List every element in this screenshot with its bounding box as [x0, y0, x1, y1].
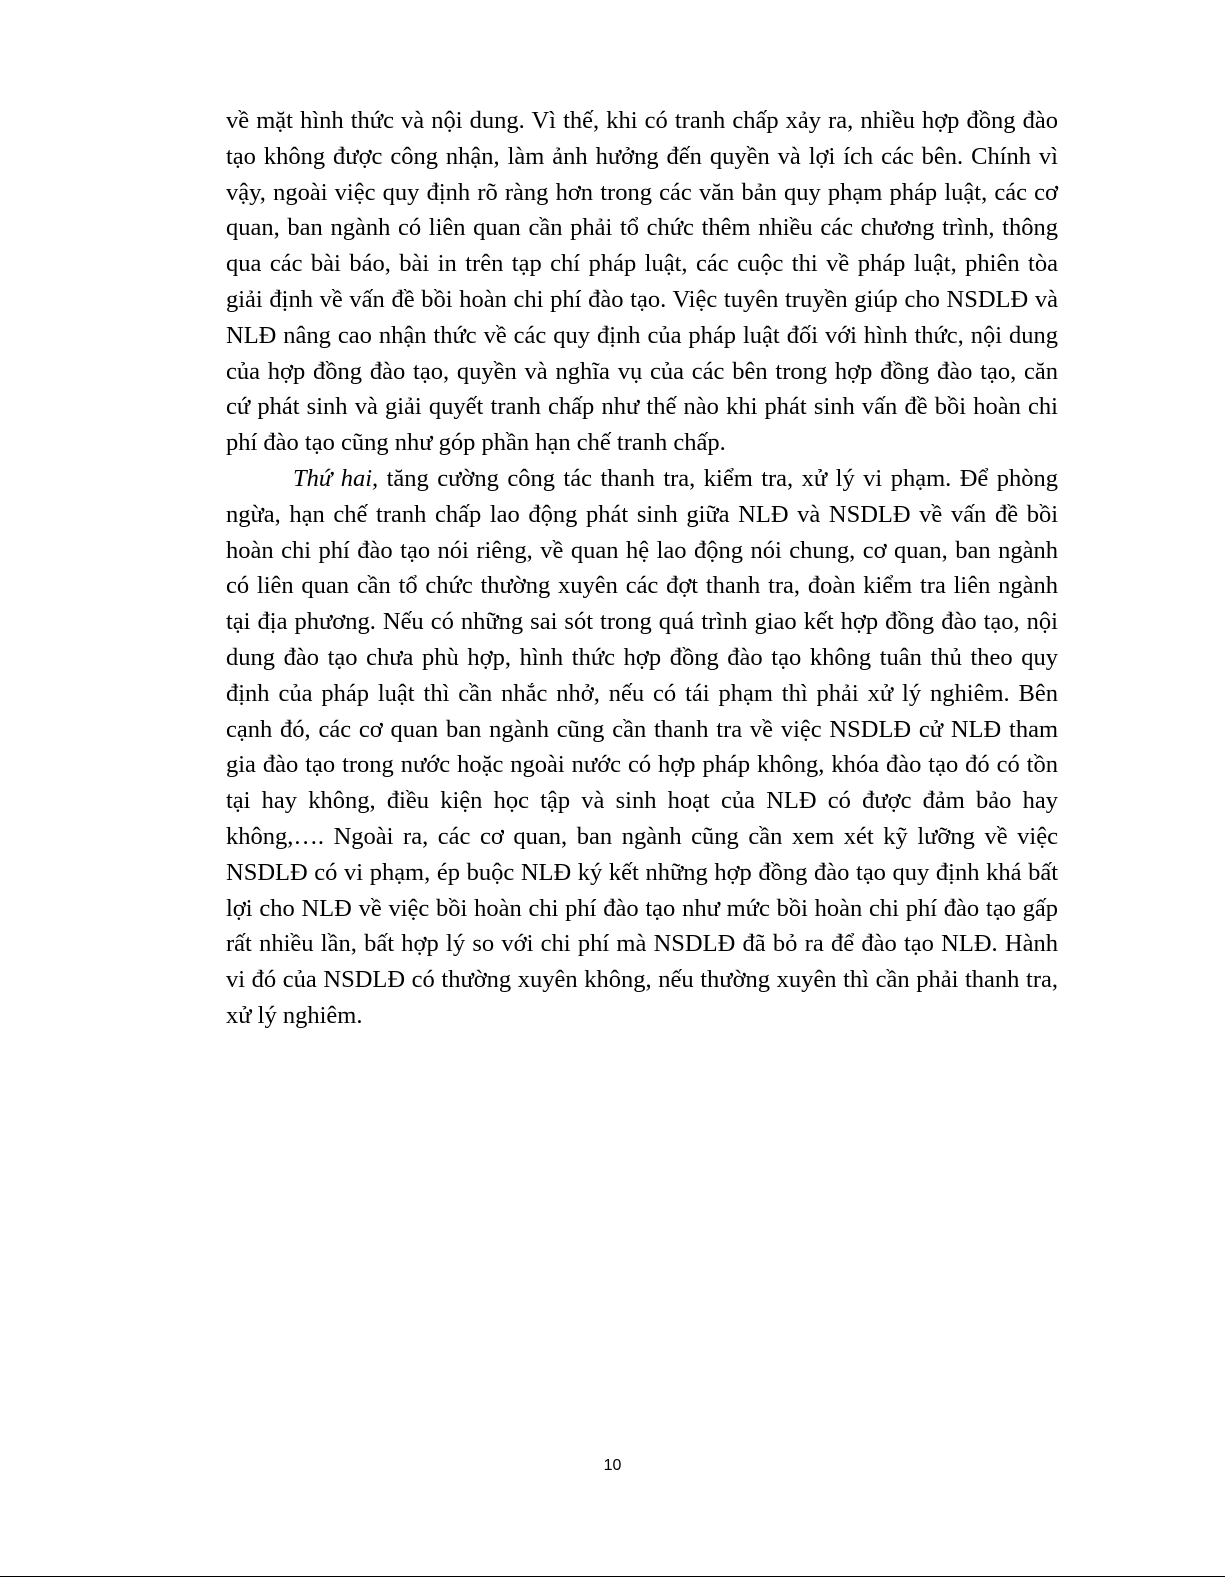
paragraph-1-text: về mặt hình thức và nội dung. Vì thế, khi có tranh chấp xảy ra, nhiều hợp đồng đào tạo không được công nhận, làm ảnh hưởng đến quyền và lợi ích các bên. Chính vì vậy, ngoài việc quy định rõ ràng hơn trong các văn bản quy phạm pháp luật, các cơ quan, ban ngành có liên quan cần phải tổ chức thêm nhiều các chương trình, thông qua các bài báo, bài in trên tạp chí pháp luật, các cuộc thi về pháp luật, phiên tòa giải định về vấn đề bồi hoàn chi phí đào tạo. Việc tuyên truyền giúp cho NSDLĐ và NLĐ nâng cao nhận thức về các quy định của pháp luật đối với hình thức, nội dung của hợp đồng đào tạo, quyền và nghĩa vụ của các bên trong hợp đồng đào tạo, căn cứ phát sinh và giải quyết tranh chấp như thế nào khi phát sinh vấn đề bồi hoàn chi phí đào tạo cũng như góp phần hạn chế tranh chấp.	[226, 107, 1058, 457]
page-number: 10	[603, 1457, 622, 1474]
paragraph-second-point	[226, 461, 1058, 1034]
page-bottom-divider	[0, 1576, 1225, 1577]
paragraph-continuation	[226, 103, 1058, 461]
paragraph-2-text: tăng cường công tác thanh tra, kiểm tra, xử lý vi phạm. Để phòng ngừa, hạn chế tranh chấp lao động phát sinh giữa NLĐ và NSDLĐ về vấn đề bồi hoàn chi phí đào tạo nói riêng, về quan hệ lao động nói chung, cơ quan, ban ngành có liên quan cần tổ chức thường xuyên các đợt thanh tra, đoàn kiểm tra liên ngành tại địa phương. Nếu có những sai sót trong quá trình giao kết hợp đồng đào tạo, nội dung đào tạo chưa phù hợp, hình thức hợp đồng đào tạo không tuân thủ theo quy định của pháp luật thì cần nhắc nhở, nếu có tái phạm thì phải xử lý nghiêm. Bên cạnh đó, các cơ quan ban ngành cũng cần thanh tra về việc NSDLĐ cử NLĐ tham gia đào tạo trong nước hoặc ngoài nước có hợp pháp không, khóa đào tạo đó có tồn tại hay không, điều kiện học tập và sinh hoạt của NLĐ có được đảm bảo hay không,…. Ngoài ra, các cơ quan, ban ngành cũng cần xem xét kỹ lưỡng về việc NSDLĐ có vi phạm, ép buộc NLĐ ký kết những hợp đồng đào tạo quy định khá bất lợi cho NLĐ về việc bồi hoàn chi phí đào tạo như mức bồi hoàn chi phí đào tạo gấp rất nhiều lần, bất hợp lý so với chi phí mà NSDLĐ đã bỏ ra để đào tạo NLĐ. Hành vi đó của NSDLĐ có thường xuyên không, nếu thường xuyên thì cần phải thanh tra, xử lý nghiêm.	[226, 464, 1058, 1029]
paragraph-2-lead: Thứ hai,	[293, 464, 379, 492]
body-text	[226, 103, 1058, 1034]
